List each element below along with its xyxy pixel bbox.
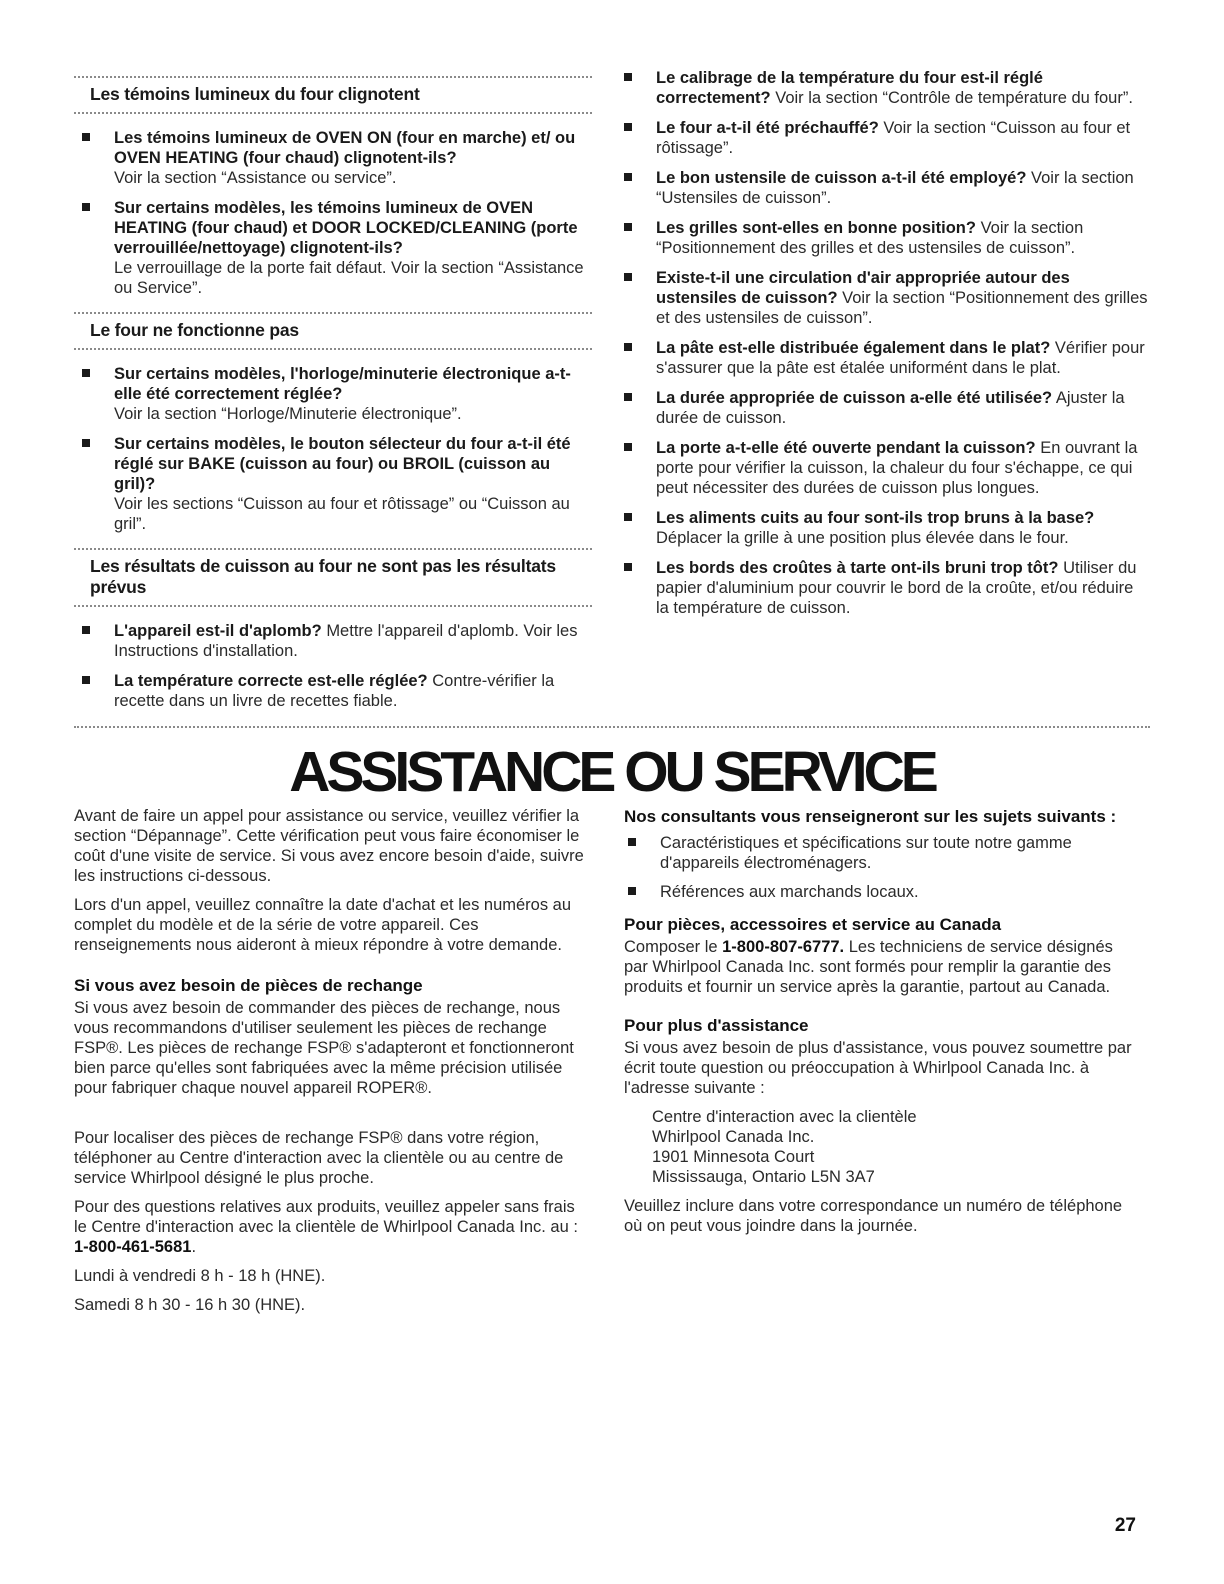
page-title: ASSISTANCE OU SERVICE — [289, 740, 935, 804]
square-bullet-icon — [624, 563, 632, 571]
answer-text: Le verrouillage de la porte fait défaut. Voir la section “Assistance ou Service”. — [114, 259, 584, 297]
list-item — [74, 434, 592, 534]
square-bullet-icon — [82, 203, 90, 211]
section-divider — [74, 726, 1150, 728]
question-text: Les bords des croûtes à tarte ont-ils bruni trop tôt? — [656, 559, 1059, 577]
square-bullet-icon — [624, 73, 632, 81]
list-item — [616, 218, 1148, 258]
list-item — [74, 364, 592, 424]
left-top-column — [74, 76, 592, 721]
page-number: 27 — [1114, 1515, 1136, 1536]
section-heading-lights — [74, 76, 592, 114]
square-bullet-icon — [624, 273, 632, 281]
list-item — [616, 438, 1148, 498]
answer-text: Voir les sections “Cuisson au four et rôtissage” ou “Cuisson au gril”. — [114, 495, 570, 533]
answer-text: En ouvrant la porte pour vérifier la cuisson, la chaleur du four s'échappe, ce qui peut nécessiter des durées de cuisson plus longues. — [656, 439, 1138, 497]
square-bullet-icon — [624, 443, 632, 451]
question-text: Sur certains modèles, l'horloge/minuterie électronique a-t-elle été correctement réglée? — [114, 365, 571, 403]
closing-paragraph: Veuillez inclure dans votre correspondance un numéro de téléphone où on peut vous joindre dans la journée. — [624, 1197, 1123, 1235]
parts-heading: Si vous avez besoin de pièces de rechange — [74, 976, 423, 995]
square-bullet-icon — [82, 626, 90, 634]
intro-paragraph: Lors d'un appel, veuillez connaître la date d'achat et les numéros au complet du modèle et de la série de votre appareil. Ces renseignements nous aideront à mieux répondre à votre demande. — [74, 896, 572, 954]
section-title: Les résultats de cuisson au four ne sont pas les résultats prévus — [90, 556, 556, 597]
list-item — [624, 882, 1140, 902]
answer-text: Voir la section “Horloge/Minuterie électronique”. — [114, 405, 462, 423]
section-title: Les témoins lumineux du four clignotent — [90, 84, 420, 104]
square-bullet-icon — [82, 439, 90, 447]
list-item — [616, 558, 1148, 618]
answer-text: Déplacer la grille à une position plus élevée dans le four. — [656, 529, 1069, 547]
canada-paragraph — [624, 937, 1140, 997]
list-item — [74, 198, 592, 298]
question-text: La pâte est-elle distribuée également dans le plat? — [656, 339, 1051, 357]
more-assistance-paragraph: Si vous avez besoin de plus d'assistance, vous pouvez soumettre par écrit toute question ou préoccupation à Whirlpool Canada Inc. à l'adresse suivante : — [624, 1039, 1132, 1097]
canada-text: Les techniciens de service désignés par Whirlpool Canada Inc. sont formés pour remplir la garantie des produits et fournir un service après la garantie, partout au Canada. — [624, 938, 1113, 996]
intro-paragraph: Avant de faire un appel pour assistance ou service, veuillez vérifier la section “Dépannage”. Cette vérification peut vous faire économiser le coût d'une visite de service. Si vous avez encore besoin d'aide, suivre les instructions ci-dessous. — [74, 807, 584, 885]
section-heading-baking-results — [74, 548, 592, 607]
questions-paragraph — [74, 1197, 590, 1257]
questions-end: . — [191, 1238, 197, 1256]
answer-text: Contre-vérifier la recette dans un livre de recettes fiable. — [114, 672, 555, 710]
consultants-heading: Nos consultants vous renseigneront sur les sujets suivants : — [624, 807, 1117, 826]
square-bullet-icon — [624, 513, 632, 521]
question-text: Les témoins lumineux de OVEN ON (four en marche) et/ ou OVEN HEATING (four chaud) clignotent-ils? — [114, 129, 576, 167]
list-item — [616, 268, 1148, 328]
list-item — [616, 338, 1148, 378]
square-bullet-icon — [628, 887, 636, 895]
address-line: Centre d'interaction avec la clientèle — [652, 1108, 917, 1126]
question-text: Sur certains modèles, les témoins lumineux de OVEN HEATING (four chaud) et DOOR LOCKED/CLEANING (porte verrouillée/nettoyage) clignotent-ils? — [114, 199, 578, 257]
answer-text: Voir la section “Cuisson au four et rôtissage”. — [656, 119, 1131, 157]
locate-paragraph: Pour localiser des pièces de rechange FSP® dans votre région, téléphoner au Centre d'interaction avec la clientèle ou au centre de service Whirlpool désigné le plus proche. — [74, 1129, 564, 1187]
answer-text: Mettre l'appareil d'aplomb. Voir les Instructions d'installation. — [114, 622, 578, 660]
answer-text: Utiliser du papier d'aluminium pour couvrir le bord de la croûte, et/ou réduire la température de cuisson. — [656, 559, 1137, 617]
canada-pre: Composer le — [624, 938, 723, 956]
right-bottom-column — [624, 806, 1140, 1245]
list-item — [74, 128, 592, 188]
parts-paragraph: Si vous avez besoin de commander des pièces de rechange, nous vous recommandons d'utiliser seulement les pièces de rechange FSP®. Les pièces de rechange FSP® s'adapteront et fonctionneront bien parce qu'elles sont fabriquées avec la même précision utilisée pour fabriquer chaque nouvel appareil ROPER®. — [74, 999, 574, 1097]
answer-text: Voir la section “Assistance ou service”. — [114, 169, 397, 187]
list-item — [624, 833, 1140, 873]
consultants-list — [624, 833, 1140, 902]
right-top-column — [616, 68, 1148, 628]
left-bottom-column — [74, 806, 590, 1324]
square-bullet-icon — [82, 676, 90, 684]
list-item — [616, 508, 1148, 548]
square-bullet-icon — [82, 369, 90, 377]
hours-weekday: Lundi à vendredi 8 h - 18 h (HNE). — [74, 1267, 326, 1285]
section-title: Le four ne fonctionne pas — [90, 320, 299, 340]
mailing-address — [624, 1107, 1140, 1187]
question-text: Les grilles sont-elles en bonne position? — [656, 219, 976, 237]
address-line: Whirlpool Canada Inc. — [652, 1128, 815, 1146]
square-bullet-icon — [624, 393, 632, 401]
list-item — [74, 671, 592, 711]
question-text: Existe-t-il une circulation d'air appropriée autour des ustensiles de cuisson? — [656, 269, 1070, 307]
list-item — [616, 68, 1148, 108]
answer-text: Ajuster la durée de cuisson. — [656, 389, 1125, 427]
more-assistance-heading: Pour plus d'assistance — [624, 1016, 809, 1035]
square-bullet-icon — [624, 343, 632, 351]
square-bullet-icon — [628, 838, 636, 846]
square-bullet-icon — [82, 133, 90, 141]
list-item — [616, 118, 1148, 158]
canada-heading: Pour pièces, accessoires et service au Canada — [624, 915, 1002, 934]
square-bullet-icon — [624, 223, 632, 231]
question-text: L'appareil est-il d'aplomb? — [114, 622, 322, 640]
answer-text: Voir la section “Contrôle de température du four”. — [775, 89, 1133, 107]
answer-text: Voir la section “Positionnement des grilles et des ustensiles de cuisson”. — [656, 219, 1084, 257]
questions-text: Pour des questions relatives aux produits, veuillez appeler sans frais le Centre d'interaction avec la clientèle de Whirlpool Canada Inc. au : — [74, 1198, 578, 1236]
question-text: Les aliments cuits au four sont-ils trop bruns à la base? — [656, 509, 1095, 527]
hours-saturday: Samedi 8 h 30 - 16 h 30 (HNE). — [74, 1296, 306, 1314]
question-text: La porte a-t-elle été ouverte pendant la cuisson? — [656, 439, 1036, 457]
answer-text: Voir la section “Positionnement des grilles et des ustensiles de cuisson”. — [656, 289, 1148, 327]
question-text: Le four a-t-il été préchauffé? — [656, 119, 879, 137]
list-item — [616, 388, 1148, 428]
question-text: La durée appropriée de cuisson a-elle été utilisée? — [656, 389, 1053, 407]
question-text: Le calibrage de la température du four est-il réglé correctement? — [656, 69, 1043, 107]
list-item — [74, 621, 592, 661]
square-bullet-icon — [624, 123, 632, 131]
address-line: 1901 Minnesota Court — [652, 1148, 815, 1166]
question-text: Sur certains modèles, le bouton sélecteur du four a-t-il été réglé sur BAKE (cuisson au four) ou BROIL (cuisson au gril)? — [114, 435, 571, 493]
square-bullet-icon — [624, 173, 632, 181]
question-text: Le bon ustensile de cuisson a-t-il été employé? — [656, 169, 1027, 187]
phone-number: 1-800-807-6777. — [722, 938, 845, 956]
list-item-text: Références aux marchands locaux. — [660, 883, 919, 901]
phone-number: 1-800-461-5681 — [74, 1238, 192, 1256]
question-text: La température correcte est-elle réglée? — [114, 672, 428, 690]
answer-text: Vérifier pour s'assurer que la pâte est étalée uniformént dans le plat. — [656, 339, 1145, 377]
list-item — [616, 168, 1148, 208]
list-item-text: Caractéristiques et spécifications sur toute notre gamme d'appareils électroménagers. — [660, 834, 1072, 872]
answer-text: Voir la section “Ustensiles de cuisson”. — [656, 169, 1134, 207]
address-line: Mississauga, Ontario L5N 3A7 — [652, 1168, 875, 1186]
section-heading-oven-not-working — [74, 312, 592, 350]
